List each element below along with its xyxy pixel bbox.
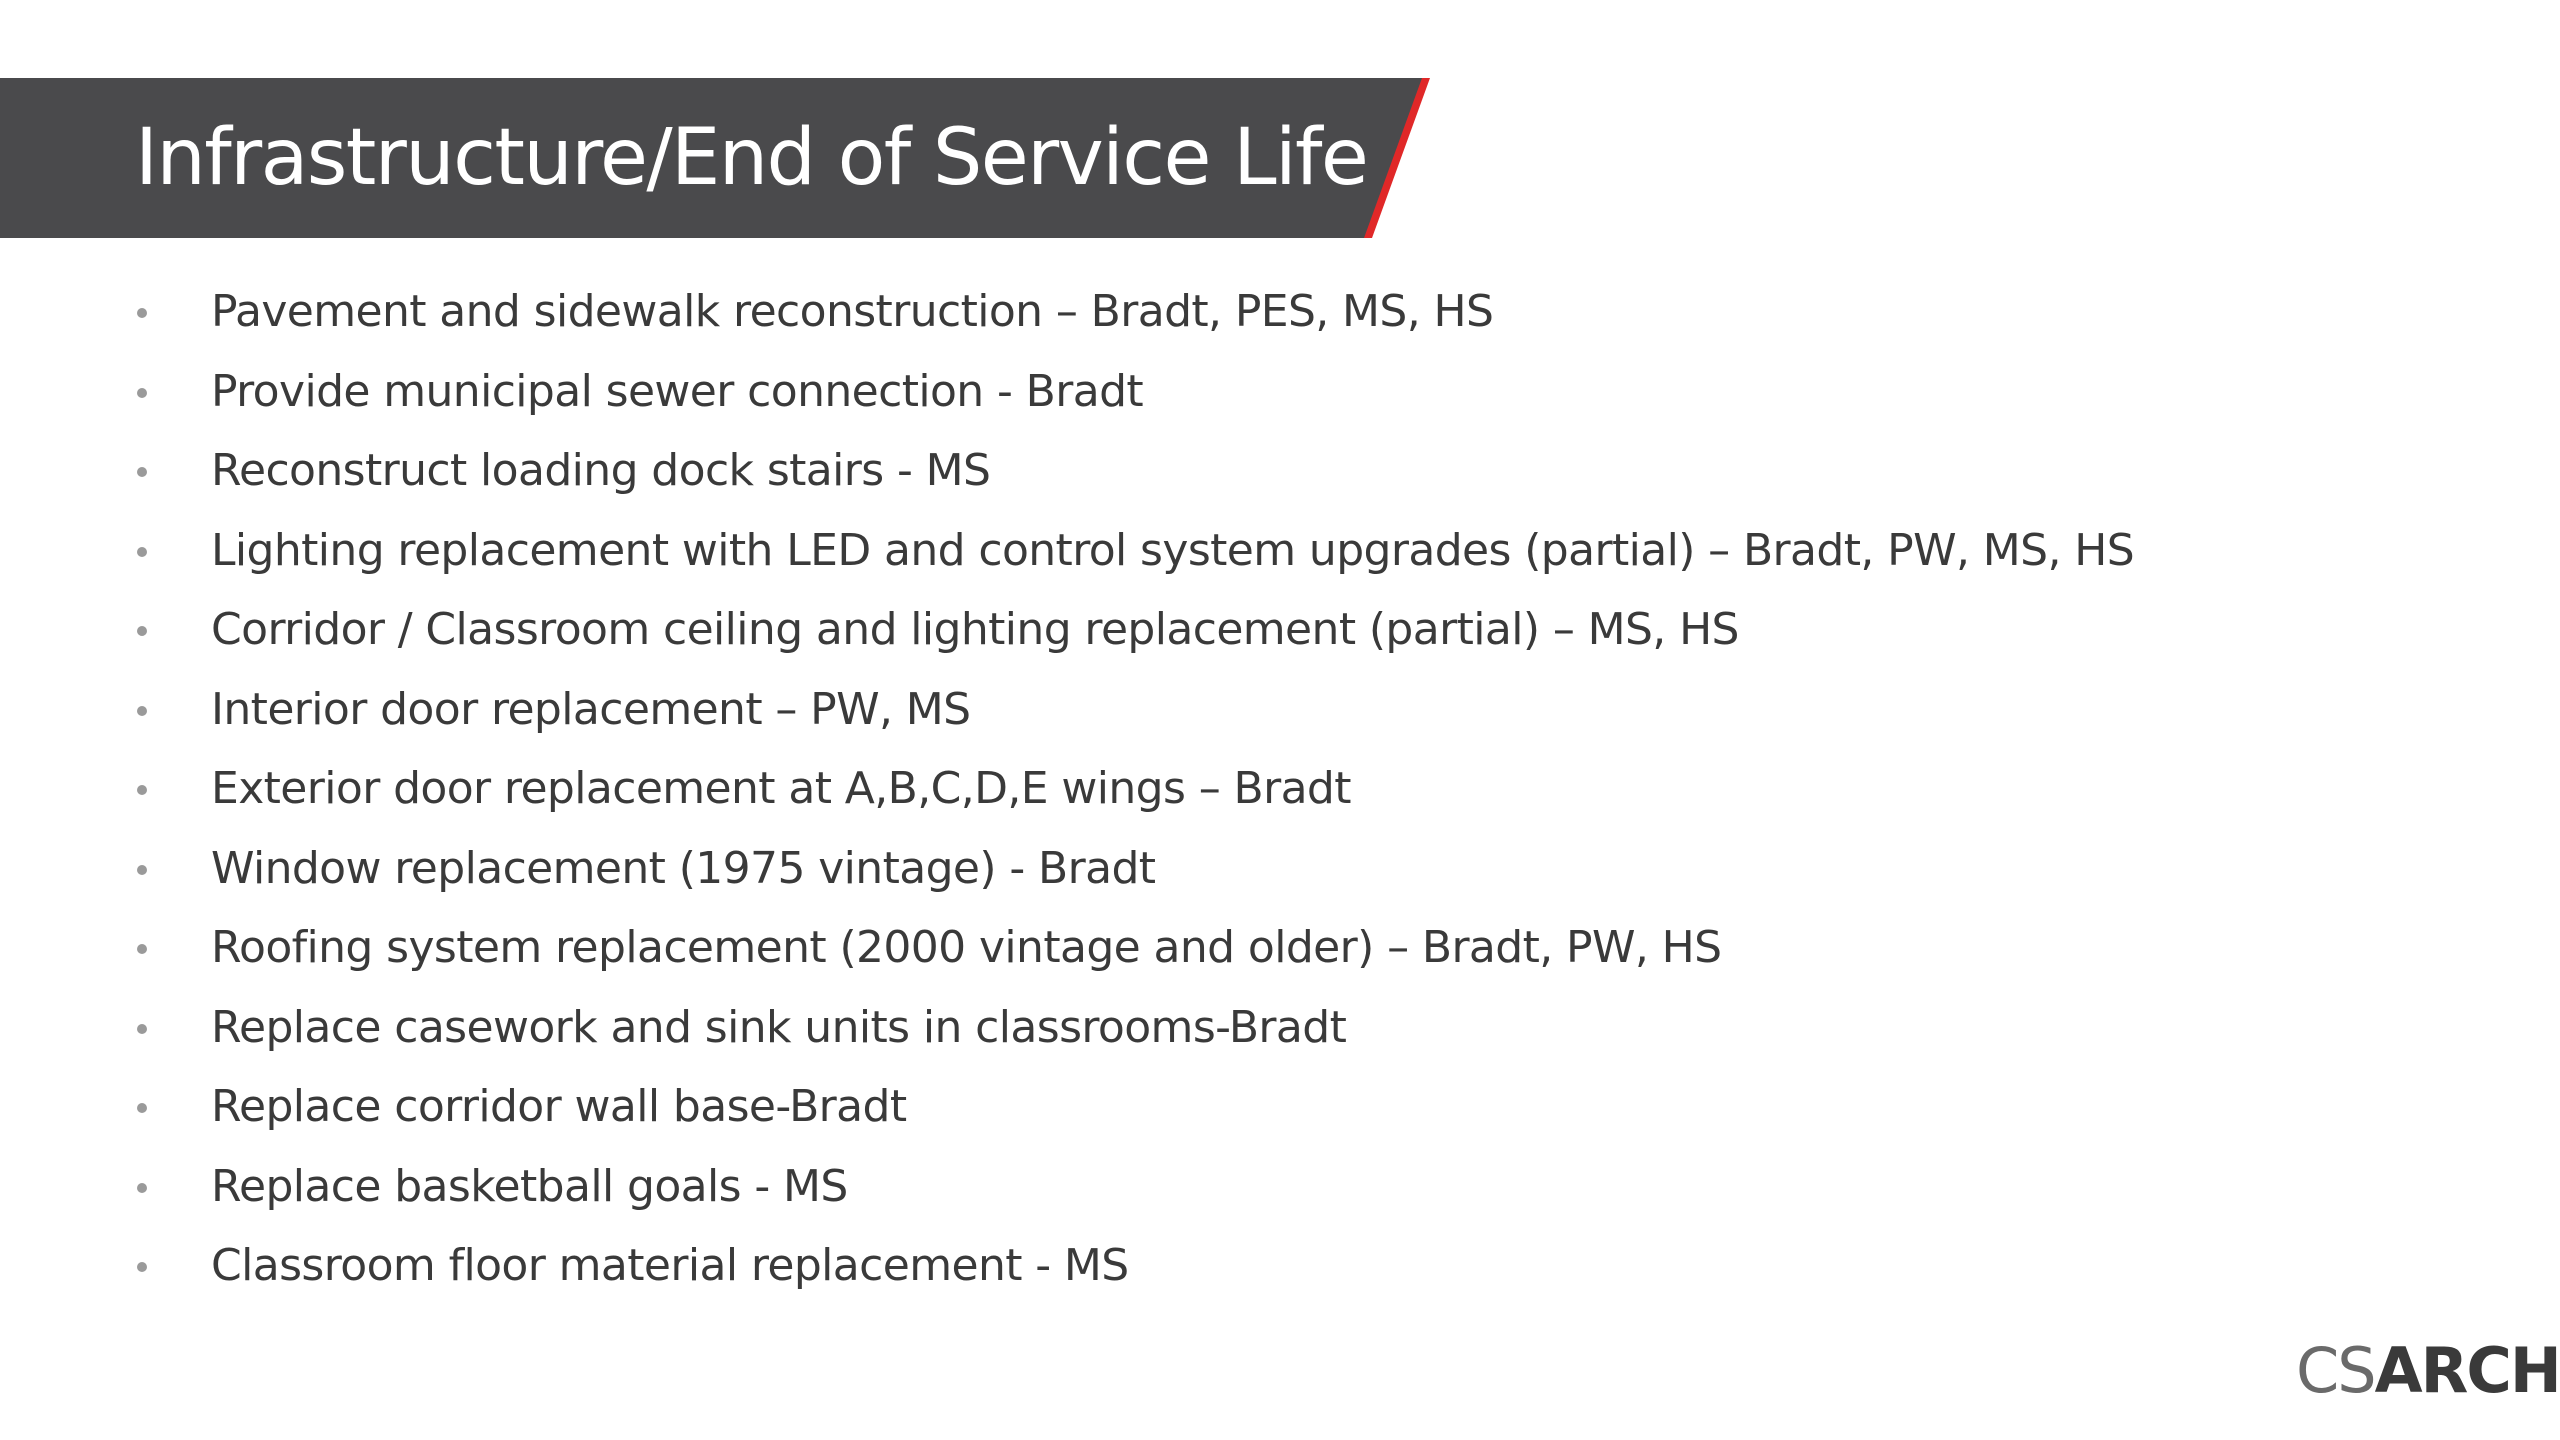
bullet-text: Corridor / Classroom ceiling and lighting replacement (partial) – MS, HS bbox=[211, 604, 1739, 655]
bullet-dot-icon bbox=[137, 944, 147, 954]
bullet-dot-icon bbox=[137, 1024, 147, 1034]
slide-title: Infrastructure/End of Service Life bbox=[135, 113, 1368, 203]
bullet-dot-icon bbox=[137, 1262, 147, 1272]
bullet-dot-icon bbox=[137, 467, 147, 477]
bullet-text: Window replacement (1975 vintage) - Bradt bbox=[211, 842, 1156, 894]
bullet-text: Replace basketball goals - MS bbox=[211, 1160, 848, 1212]
bullet-dot-icon bbox=[137, 865, 147, 875]
logo-arch-text: ARCH bbox=[2374, 1334, 2560, 1407]
bullet-text: Pavement and sidewalk reconstruction – Bradt, PES, MS, HS bbox=[211, 286, 1494, 337]
company-logo bbox=[2296, 1336, 2560, 1406]
bullet-dot-icon bbox=[137, 1183, 147, 1193]
bullet-dot-icon bbox=[137, 1103, 147, 1113]
bullet-text: Lighting replacement with LED and control system upgrades (partial) – Bradt, PW, MS, HS bbox=[211, 524, 2135, 576]
bullet-text: Replace casework and sink units in classrooms-Bradt bbox=[211, 1001, 1347, 1053]
bullet-dot-icon bbox=[137, 547, 147, 557]
logo-cs-text: CS bbox=[2296, 1334, 2375, 1407]
bullet-text: Interior door replacement – PW, MS bbox=[211, 683, 971, 735]
bullet-text: Replace corridor wall base-Bradt bbox=[211, 1081, 907, 1132]
bullet-dot-icon bbox=[137, 388, 147, 398]
bullet-text: Classroom floor material replacement - MS bbox=[211, 1240, 1129, 1291]
bullet-text: Reconstruct loading dock stairs - MS bbox=[211, 445, 991, 496]
bullet-dot-icon bbox=[137, 706, 147, 716]
bullet-dot-icon bbox=[137, 626, 147, 636]
bullet-text: Exterior door replacement at A,B,C,D,E wings – Bradt bbox=[211, 763, 1351, 814]
bullet-text: Roofing system replacement (2000 vintage and older) – Bradt, PW, HS bbox=[211, 922, 1722, 973]
bullet-dot-icon bbox=[137, 308, 147, 318]
bullet-text: Provide municipal sewer connection - Bradt bbox=[211, 365, 1144, 417]
bullet-dot-icon bbox=[137, 785, 147, 795]
